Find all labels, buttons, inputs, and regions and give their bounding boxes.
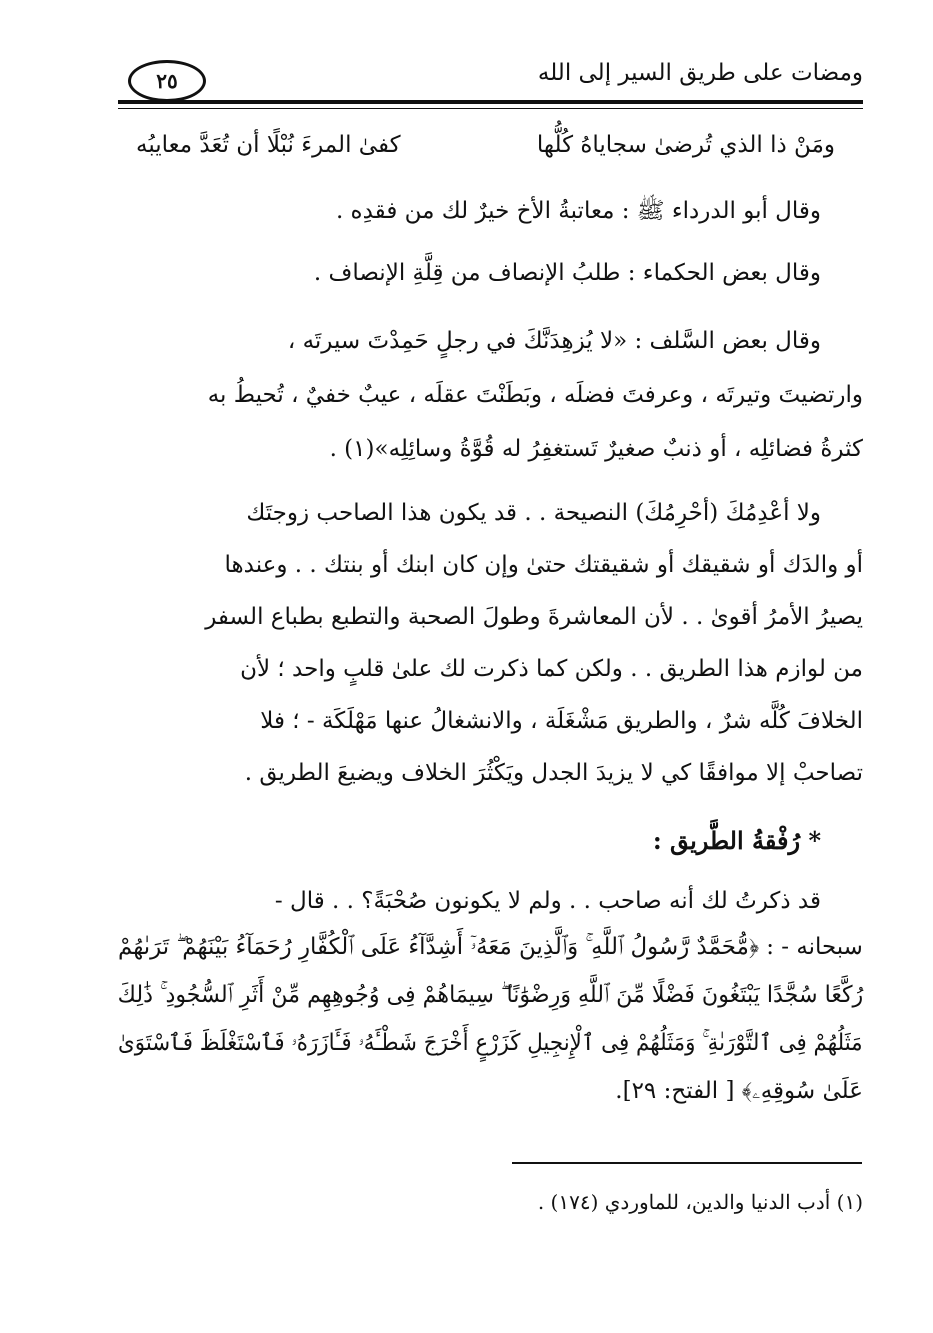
header-rule-thick bbox=[118, 100, 863, 104]
paragraph-line: وقال بعض الحكماء : طلبُ الإنصاف من قِلَّةِ الإنصاف . bbox=[313, 260, 821, 286]
paragraph-line: وقال بعض السَّلف : «لا يُزهِدَنَّكَ في رجلٍ حَمِدْتَ سيرتَه ، bbox=[287, 328, 821, 354]
footnote: (١) أدب الدنيا والدين، للماوردي (١٧٤) . bbox=[537, 1190, 863, 1214]
verse-hemistich-1: ومَنْ ذا الذي تُرضىٰ سجاياهُ كُلُّها bbox=[536, 132, 835, 158]
page-header bbox=[118, 48, 863, 104]
paragraph-line: الخلافَ كُلَّه شرٌ ، والطريق مَشْغَلَة ، والانشغالُ عنها مَهْلَكَة - ؛ فلا bbox=[260, 708, 863, 734]
poetry-verse bbox=[118, 132, 863, 168]
page-number: ٢٥ bbox=[128, 60, 206, 102]
paragraph-line: وقال أبو الدرداء ﷺ : معاتبةُ الأخ خيرٌ لك من فقدِه . bbox=[335, 198, 821, 224]
quran-line: مَثَلُهُمْ فِى ٱلتَّوْرَىٰةِ ۚ وَمَثَلُهُمْ فِى ٱلْإِنجِيلِ كَزَرْعٍ أَخْرَجَ شَطْـَٔهُۥ فَـَٔازَرَهُۥ فَٱسْتَغْلَظَ فَٱسْتَوَىٰ bbox=[118, 1030, 863, 1056]
header-rule-thin bbox=[118, 108, 863, 109]
paragraph-line: قد ذكرتُ لك أنه صاحب . . ولم لا يكونون صُحْبَةً؟ . . قال - bbox=[274, 888, 821, 914]
quran-line: سبحانه - : ﴿مُّحَمَّدٌ رَّسُولُ ٱللَّهِ ۚ وَٱلَّذِينَ مَعَهُۥٓ أَشِدَّآءُ عَلَى ٱلْكُفَّارِ رُحَمَآءُ بَيْنَهُمْ ۖ تَرَىٰهُمْ bbox=[118, 934, 863, 960]
paragraph-line: ولا أعْدِمُكَ (أحْرِمُكَ) النصيحة . . قد يكون هذا الصاحب زوجتَك bbox=[246, 500, 821, 526]
footnote-rule bbox=[512, 1162, 862, 1164]
paragraph-line: من لوازم هذا الطريق . . ولكن كما ذكرت لك علىٰ قلبٍ واحد ؛ لأن bbox=[240, 656, 863, 682]
paragraph-line: كثرةُ فضائلِه ، أو ذنبٌ صغيرٌ تَستغفِرُ له قُوَّةُ وسائِلِه»(١) . bbox=[329, 436, 863, 462]
quran-line: رُكَّعًا سُجَّدًا يَبْتَغُونَ فَضْلًا مِّنَ ٱللَّهِ وَرِضْوَٰنًا ۖ سِيمَاهُمْ فِى وُجُوهِهِم مِّنْ أَثَرِ ٱلسُّجُودِ ۚ ذَٰلِكَ bbox=[117, 982, 863, 1008]
paragraph-line: تصاحبْ إلا موافقًا كي لا يزيدَ الجدل ويَكْثُرَ الخلاف ويضيعَ الطريق . bbox=[244, 760, 863, 786]
section-heading: * رُفْقةُ الطَّريق : bbox=[652, 826, 821, 855]
running-title: ومضات على طريق السير إلى الله bbox=[537, 60, 863, 86]
paragraph-line: يصيرُ الأمرُ أقوىٰ . . لأن المعاشرةَ وطولَ الصحبة والتطبع بطباع السفر bbox=[205, 604, 863, 630]
paragraph-line: أو والدَك أو شقيقك أو شقيقتك حتىٰ وإن كان ابنك أو بنتك . . وعندها bbox=[224, 552, 863, 578]
paragraph-line: وارتضيتَ وتيرتَه ، وعرفتَ فضلَه ، وبَطَنْتَ عقلَه ، عيبٌ خفيٌ ، تُحيطُ به bbox=[207, 382, 863, 408]
quran-line: عَلَىٰ سُوقِهِۦ﴾ [ الفتح: ٢٩]. bbox=[615, 1078, 863, 1104]
verse-hemistich-2: كفىٰ المرءَ نُبْلًا أن تُعَدَّ معايبُه bbox=[136, 132, 401, 158]
